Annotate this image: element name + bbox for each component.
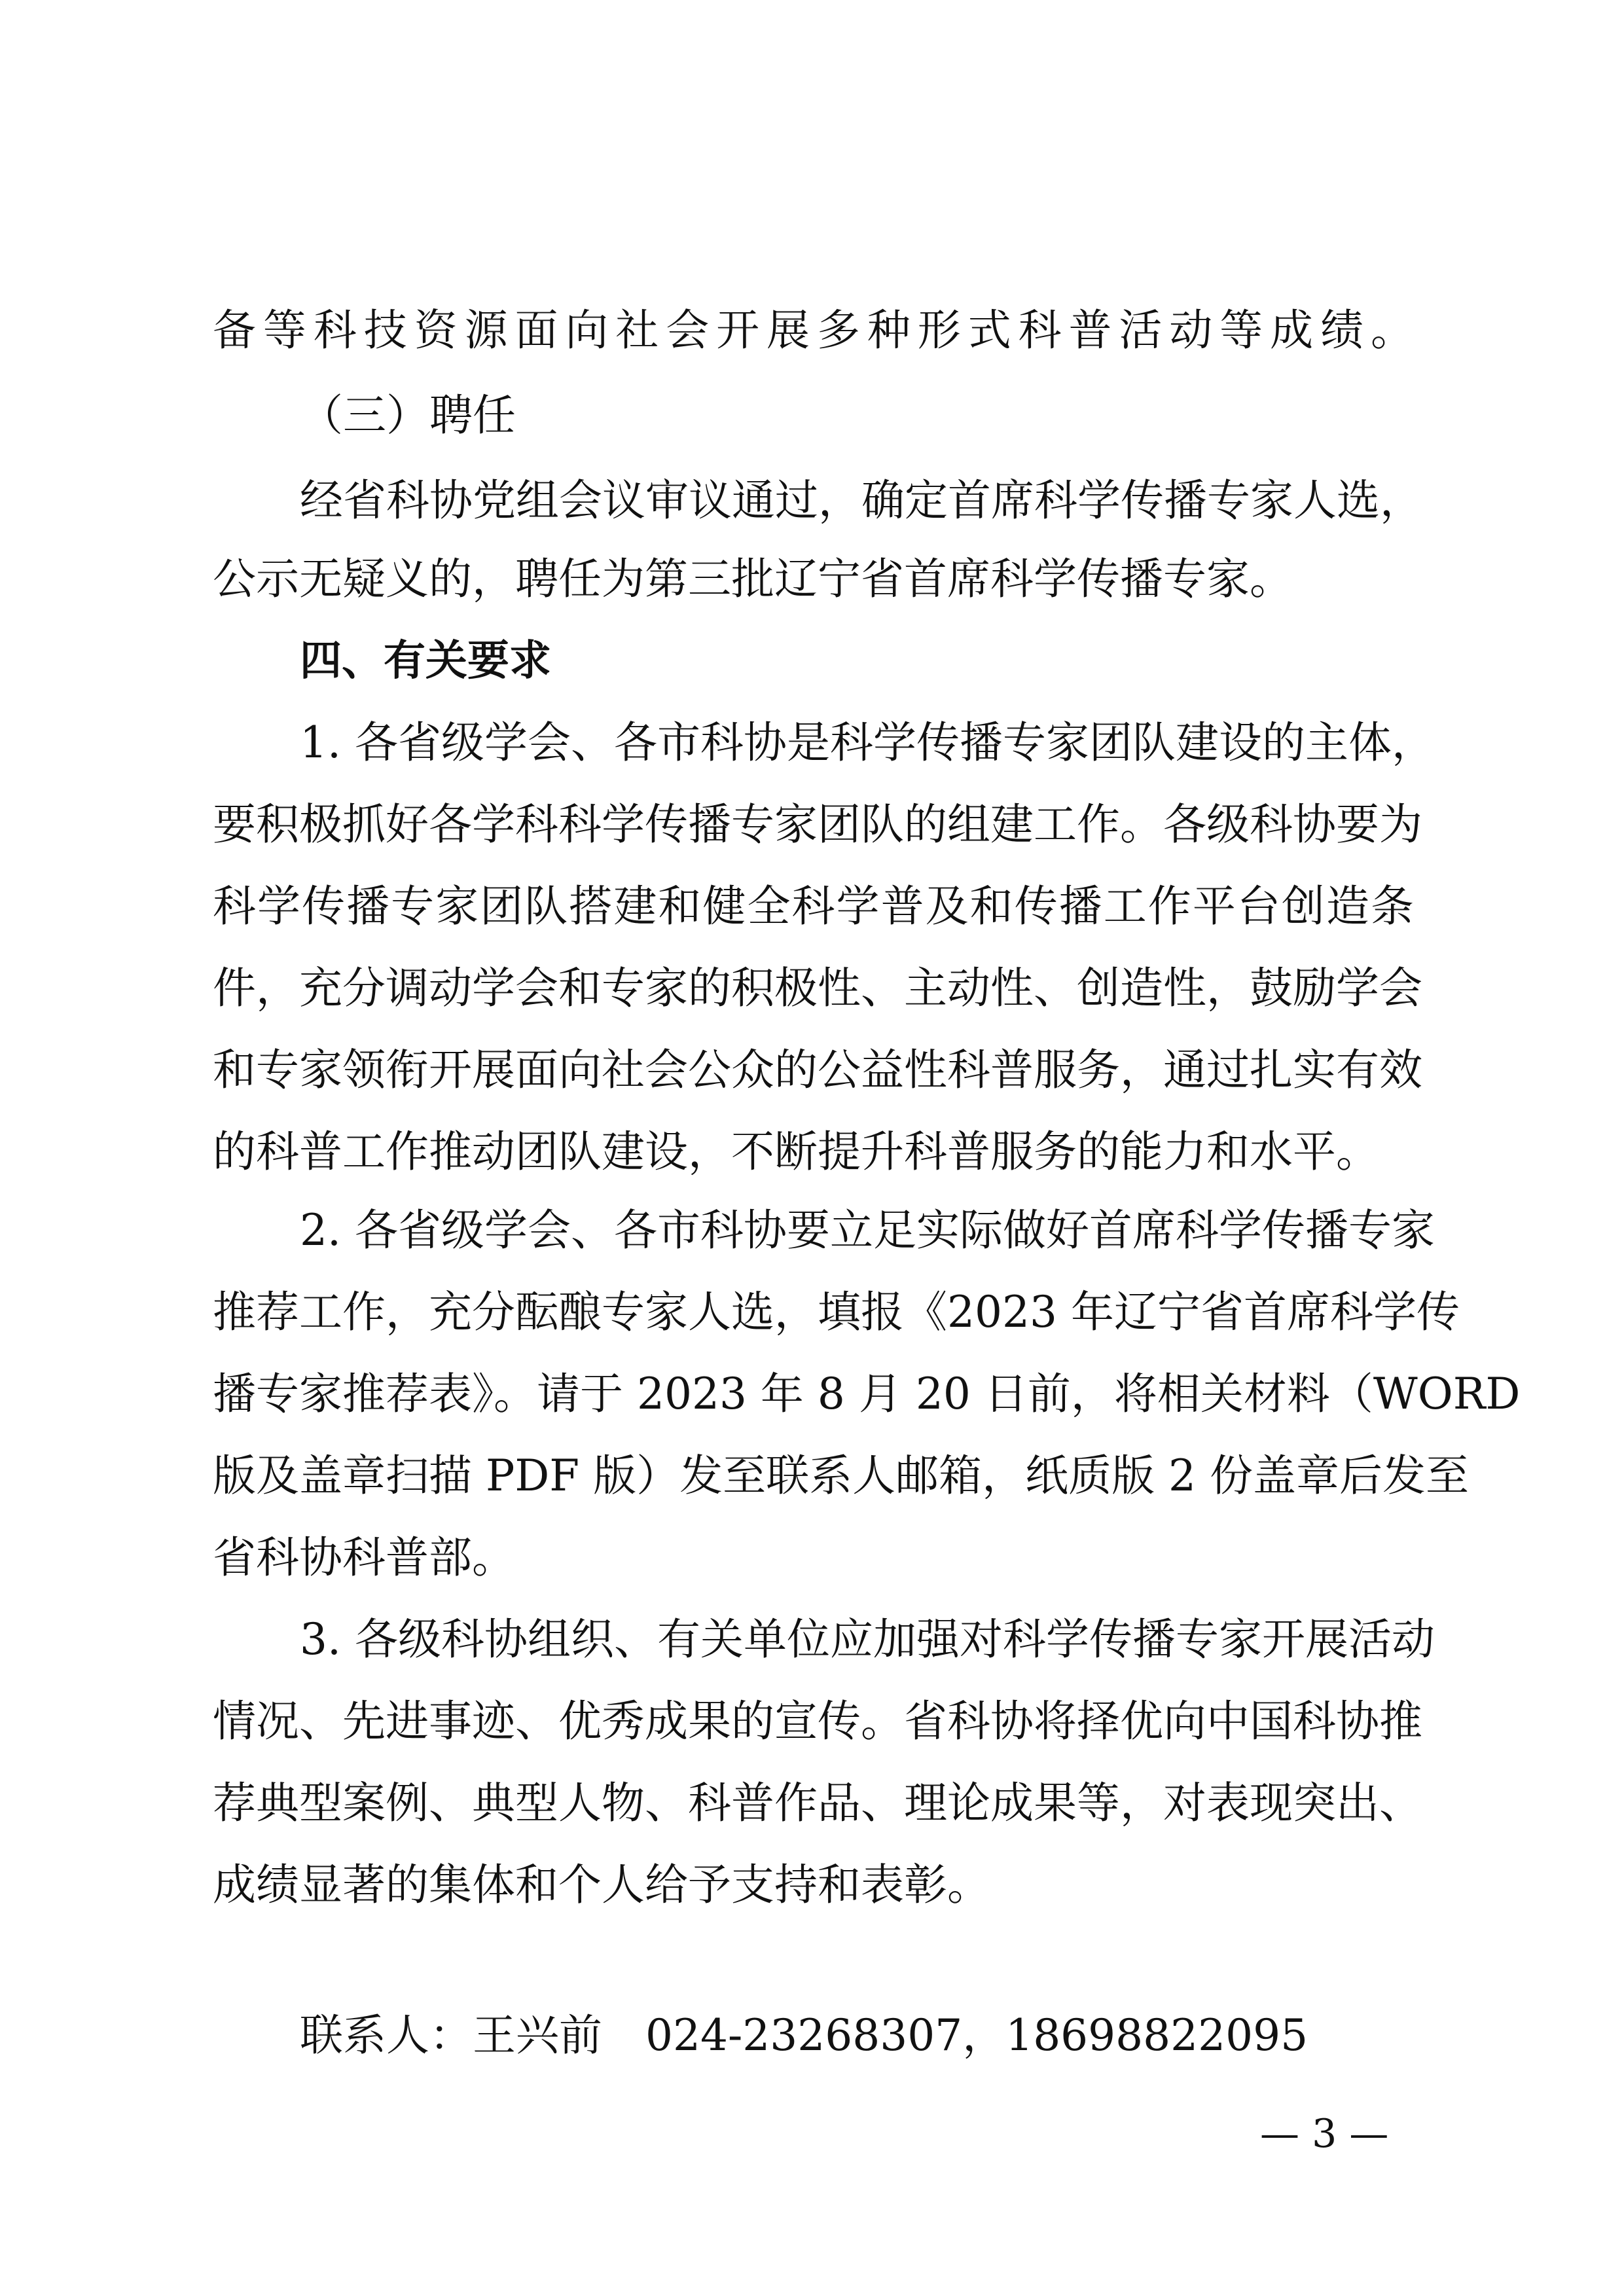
paragraph-line: 备等科技资源面向社会开展多种形式科普活动等成绩。: [213, 305, 1414, 355]
paragraph-line: 和专家领衔开展面向社会公众的公益性科普服务，通过扎实有效: [213, 1045, 1422, 1095]
paragraph-line: 科学传播专家团队搭建和健全科学普及和传播工作平台创造条: [213, 881, 1414, 931]
paragraph-line: 版及盖章扫描 PDF 版）发至联系人邮箱，纸质版 2 份盖章后发至: [213, 1451, 1470, 1501]
paragraph-line: 2. 各省级学会、各市科协要立足实际做好首席科学传播专家: [300, 1205, 1435, 1255]
paragraph-line: 公示无疑义的，聘任为第三批辽宁省首席科学传播专家。: [213, 554, 1293, 604]
paragraph-line: 省科协科普部。: [213, 1532, 515, 1583]
paragraph-line: 件，充分调动学会和专家的积极性、主动性、创造性，鼓励学会: [213, 963, 1422, 1013]
paragraph-line: 经省科协党组会议审议通过，确定首席科学传播专家人选，: [300, 475, 1423, 526]
paragraph-line: 成绩显著的集体和个人给予支持和表彰。: [213, 1860, 990, 1910]
page-number: — 3 —: [1260, 2111, 1389, 2157]
paragraph-line: 3. 各级科协组织、有关单位应加强对科学传播专家开展活动: [300, 1614, 1435, 1665]
paragraph-line: 情况、先进事迹、优秀成果的宣传。省科协将择优向中国科协推: [213, 1696, 1422, 1746]
contact-line: 联系人：王兴前 024-23268307，18698822095: [300, 2010, 1308, 2061]
paragraph-line: 1. 各省级学会、各市科协是科学传播专家团队建设的主体，: [300, 717, 1435, 768]
paragraph-line: 荐典型案例、典型人物、科普作品、理论成果等，对表现突出、: [213, 1778, 1422, 1828]
paragraph-line: 推荐工作，充分酝酿专家人选，填报《2023 年辽宁省首席科学传: [213, 1287, 1460, 1337]
paragraph-line: 播专家推荐表》。请于 2023 年 8 月 20 日前，将相关材料（WORD: [213, 1369, 1521, 1419]
paragraph-line: 的科普工作推动团队建设，不断提升科普服务的能力和水平。: [213, 1126, 1379, 1177]
section-heading: 四、有关要求: [300, 637, 551, 685]
section-heading: （三）聘任: [300, 390, 516, 441]
paragraph-line: 要积极抓好各学科科学传播专家团队的组建工作。各级科协要为: [213, 799, 1422, 850]
